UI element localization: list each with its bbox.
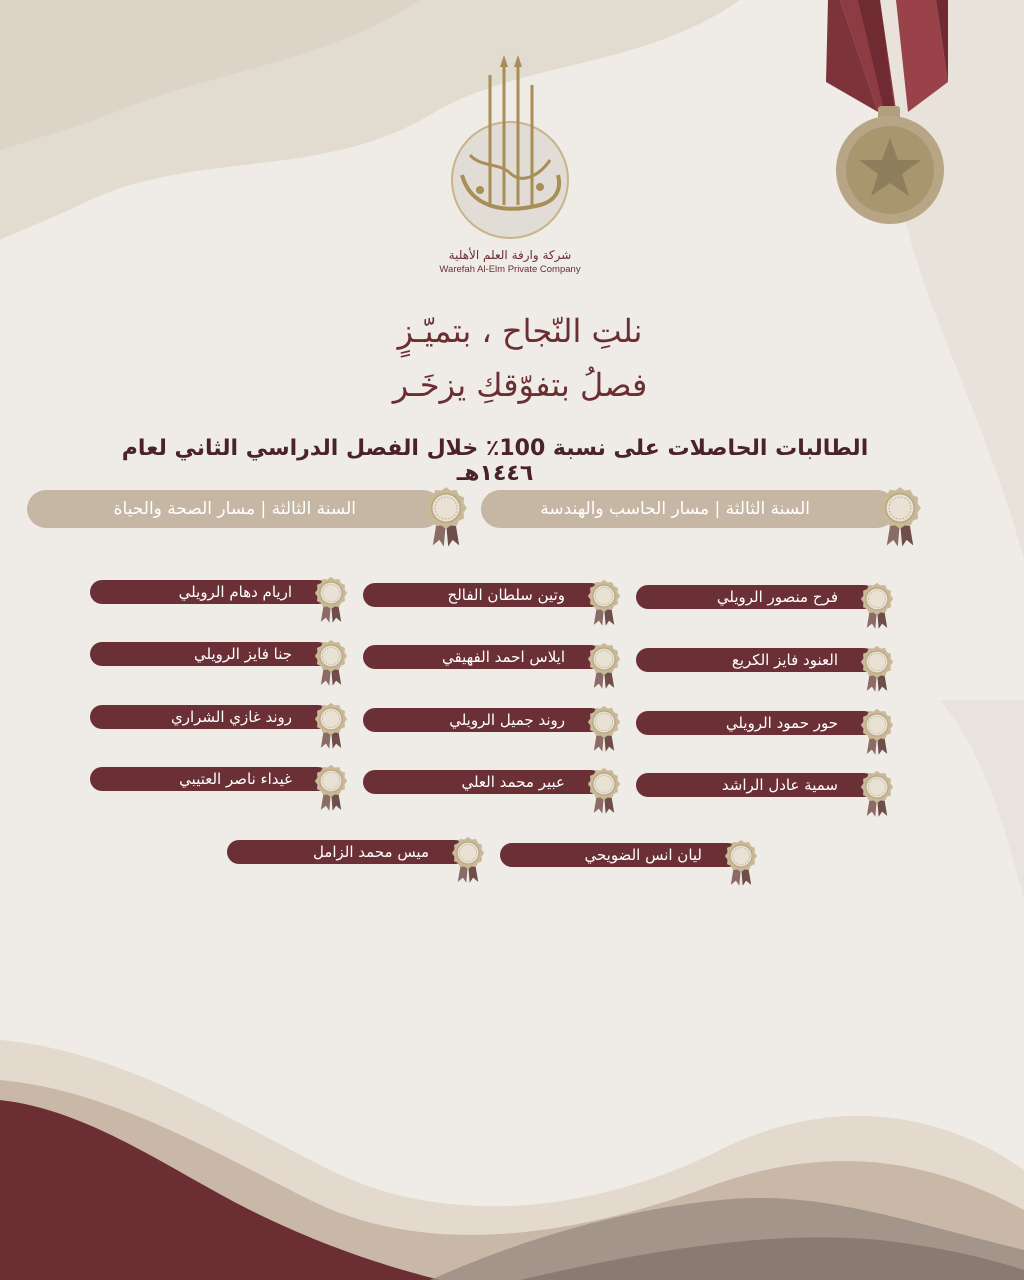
rosette-icon [424,486,468,548]
student-name: اريام دهام الرويلي [178,583,292,601]
student-name-pill [363,770,603,794]
student-name-pill [90,642,330,666]
headline-line-2: فصلُ بتفوّقكِ يزخَـر [392,366,648,404]
student-name-pill [363,708,603,732]
headline-line-1: نلتِ النّجاح ، بتميّـزٍ [397,312,643,350]
rosette-icon [860,708,894,756]
student-name-pill [636,585,876,609]
rosette-icon [878,486,922,548]
track-pill-health-life [27,490,442,528]
student-name-pill [636,711,876,735]
rosette-icon [724,839,758,887]
student-name-pill [636,648,876,672]
student-name-pill [636,773,876,797]
student-name-pill [363,583,603,607]
rosette-icon [587,579,621,627]
student-name: ايلاس احمد الفهيقي [442,648,565,666]
student-name: عبير محمد العلي [461,773,565,791]
student-name: ليان انس الضويحي [584,846,702,864]
student-name-pill [363,645,603,669]
student-name: روند غازي الشراري [170,708,292,726]
student-name: وتين سلطان الفالح [447,586,565,604]
company-name-ar: شركة وارفة العلم الأهلية [448,248,572,262]
rosette-icon [451,836,485,884]
rosette-icon [860,645,894,693]
student-name: فرح منصور الرويلي [716,588,838,606]
student-name-pill [90,705,330,729]
company-name-en: Warefah Al-Elm Private Company [439,264,581,275]
rosette-icon [860,770,894,818]
rosette-icon [314,702,348,750]
student-name-pill [90,767,330,791]
track-pill-computer-engineering [481,490,896,528]
student-name: روند جميل الرويلي [449,711,565,729]
rosette-icon [587,767,621,815]
student-name-pill [500,843,740,867]
track-label: السنة الثالثة | مسار الحاسب والهندسة [540,499,810,519]
track-label: السنة الثالثة | مسار الصحة والحياة [113,499,356,519]
rosette-icon [314,764,348,812]
student-name: العنود فايز الكريع [731,651,838,669]
rosette-icon [860,582,894,630]
rosette-icon [314,576,348,624]
calligraphy-logo-icon [440,55,580,245]
student-name-pill [90,580,330,604]
student-name: جنا فايز الرويلي [194,645,292,663]
medal-icon [818,0,958,232]
student-name-pill [227,840,467,864]
student-name: سمية عادل الراشد [721,776,838,794]
rosette-icon [587,705,621,753]
rosette-icon [314,639,348,687]
student-name: ميس محمد الزامل [312,843,429,861]
student-name: حور حمود الرويلي [725,714,838,732]
rosette-icon [587,642,621,690]
student-name: غيداء ناصر العتيبي [179,770,292,788]
subtitle: الطالبات الحاصلات على نسبة 100٪ خلال الفصل الدراسي الثاني لعام ١٤٤٦هـ [121,436,869,486]
